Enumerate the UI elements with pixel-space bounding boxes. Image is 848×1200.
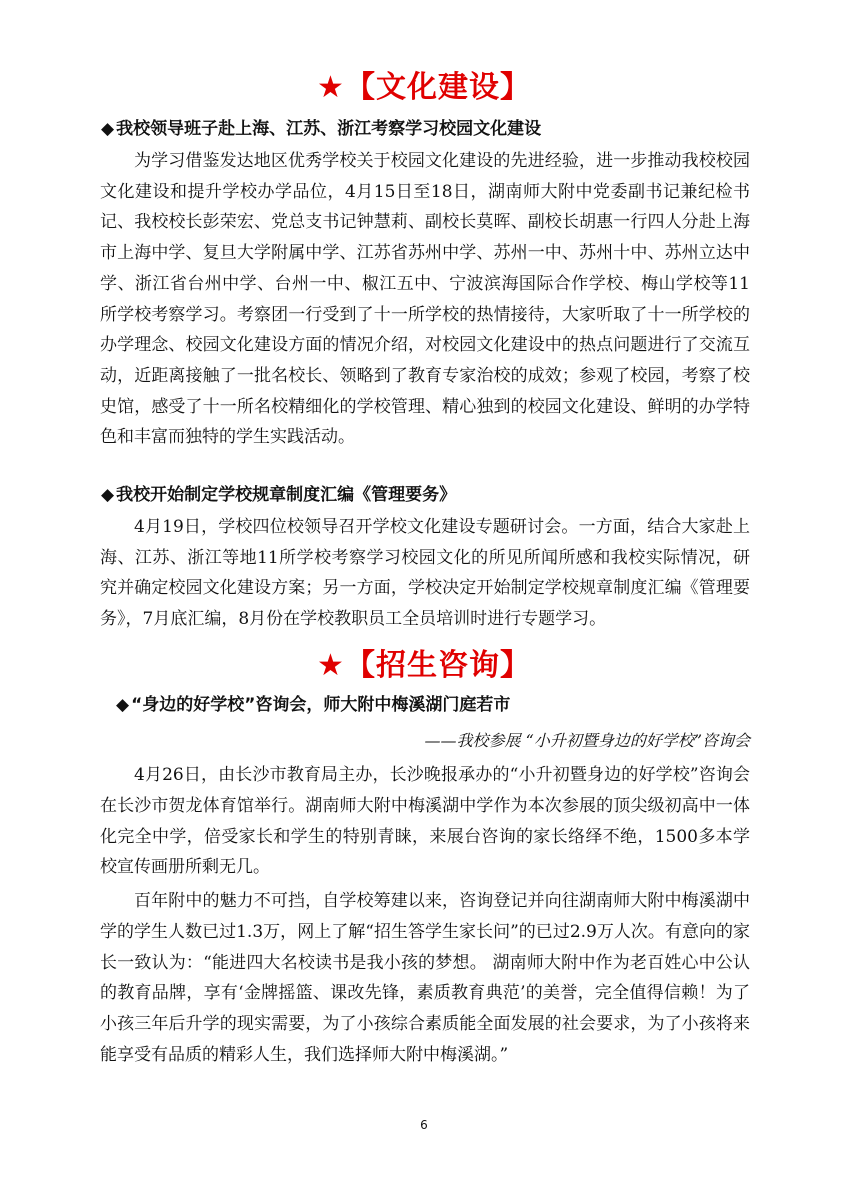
diamond-bullet-icon: ◆ [101, 119, 115, 139]
section-title-culture: ★【文化建设】 [317, 70, 531, 105]
heading-text: 我校领导班子赴上海、江苏、浙江考察学习校园文化建设 [116, 119, 542, 139]
paragraph-management-handbook: 4月19日，学校四位校领导召开学校文化建设专题研讨会。一方面，结合大家赴上海、江苏、浙江等地11所学校考察学习校园文化的所见所闻所感和我校实际情况，研究并确定校园文化建设方案；另一方面，学校决定开始制定学校规章制度汇编《管理要务》，7月底汇编，8月份在学校教职员工全员培训时进行专题学习。 [100, 517, 750, 630]
paragraph-enrollment-fair: 4月26日，由长沙市教育局主办，长沙晚报承办的“小升初暨身边的好学校”咨询会在长沙市贺龙体育馆举行。湖南师大附中梅溪湖中学作为本次参展的顶尖级初高中一体化完全中学，倍受家长和学生的特别青睐，来展台咨询的家长络绎不绝，1500多本学校宣传画册所剩无几。 [100, 765, 750, 878]
heading-culture-study-tour [101, 118, 541, 140]
heading-text: 我校开始制定学校规章制度汇编《管理要务》 [116, 485, 457, 505]
heading-enrollment-fair [116, 694, 510, 716]
diamond-bullet-icon: ◆ [101, 485, 115, 505]
section-title-enrollment: ★【招生咨询】 [317, 648, 531, 683]
heading-management-handbook [101, 484, 456, 506]
diamond-bullet-icon: ◆ [116, 695, 130, 715]
paragraph-parent-feedback: 百年附中的魅力不可挡，自学校筹建以来，咨询登记并向往湖南师大附中梅溪湖中学的学生人数已过1.3万，网上了解“招生答学生家长问”的已过2.9万人次。有意向的家长一致认为：“能进四大名校读书是我小孩的梦想。 湖南师大附中作为老百姓心中公认的教育品牌，享有‘金牌摇篮、课改先锋，素质教育典范’的美誉，完全值得信赖！为了小孩三年后升学的现实需要，为了小孩综合素质能全面发展的社会要求，为了小孩将来能享受有品质的精彩人生，我们选择师大附中梅溪湖。” [100, 891, 750, 1065]
paragraph-culture-study-tour: 为学习借鉴发达地区优秀学校关于校园文化建设的先进经验，进一步推动我校校园文化建设和提升学校办学品位，4月15日至18日，湖南师大附中党委副书记兼纪检书记、我校校长彭荣宏、党总支书记钟慧莉、副校长莫晖、副校长胡惠一行四人分赴上海市上海中学、复旦大学附属中学、江苏省苏州中学、苏州一中、苏州十中、苏州立达中学、浙江省台州中学、台州一中、椒江五中、宁波滨海国际合作学校、梅山学校等11所学校考察学习。考察团一行受到了十一所学校的热情接待，大家听取了十一所学校的办学理念、校园文化建设方面的情况介绍，对校园文化建设中的热点问题进行了交流互动，近距离接触了一批名校长、领略到了教育专家治校的成效；参观了校园，考察了校史馆，感受了十一所名校精细化的学校管理、精心独到的校园文化建设、鲜明的办学特色和丰富而独特的学生实践活动。 [100, 151, 750, 448]
page-number: 6 [420, 1118, 428, 1132]
subtitle-enrollment-fair: ——我校参展 “小升初暨身边的好学校”咨询会 [424, 731, 750, 750]
heading-text: “身边的好学校”咨询会，师大附中梅溪湖门庭若市 [131, 695, 511, 715]
